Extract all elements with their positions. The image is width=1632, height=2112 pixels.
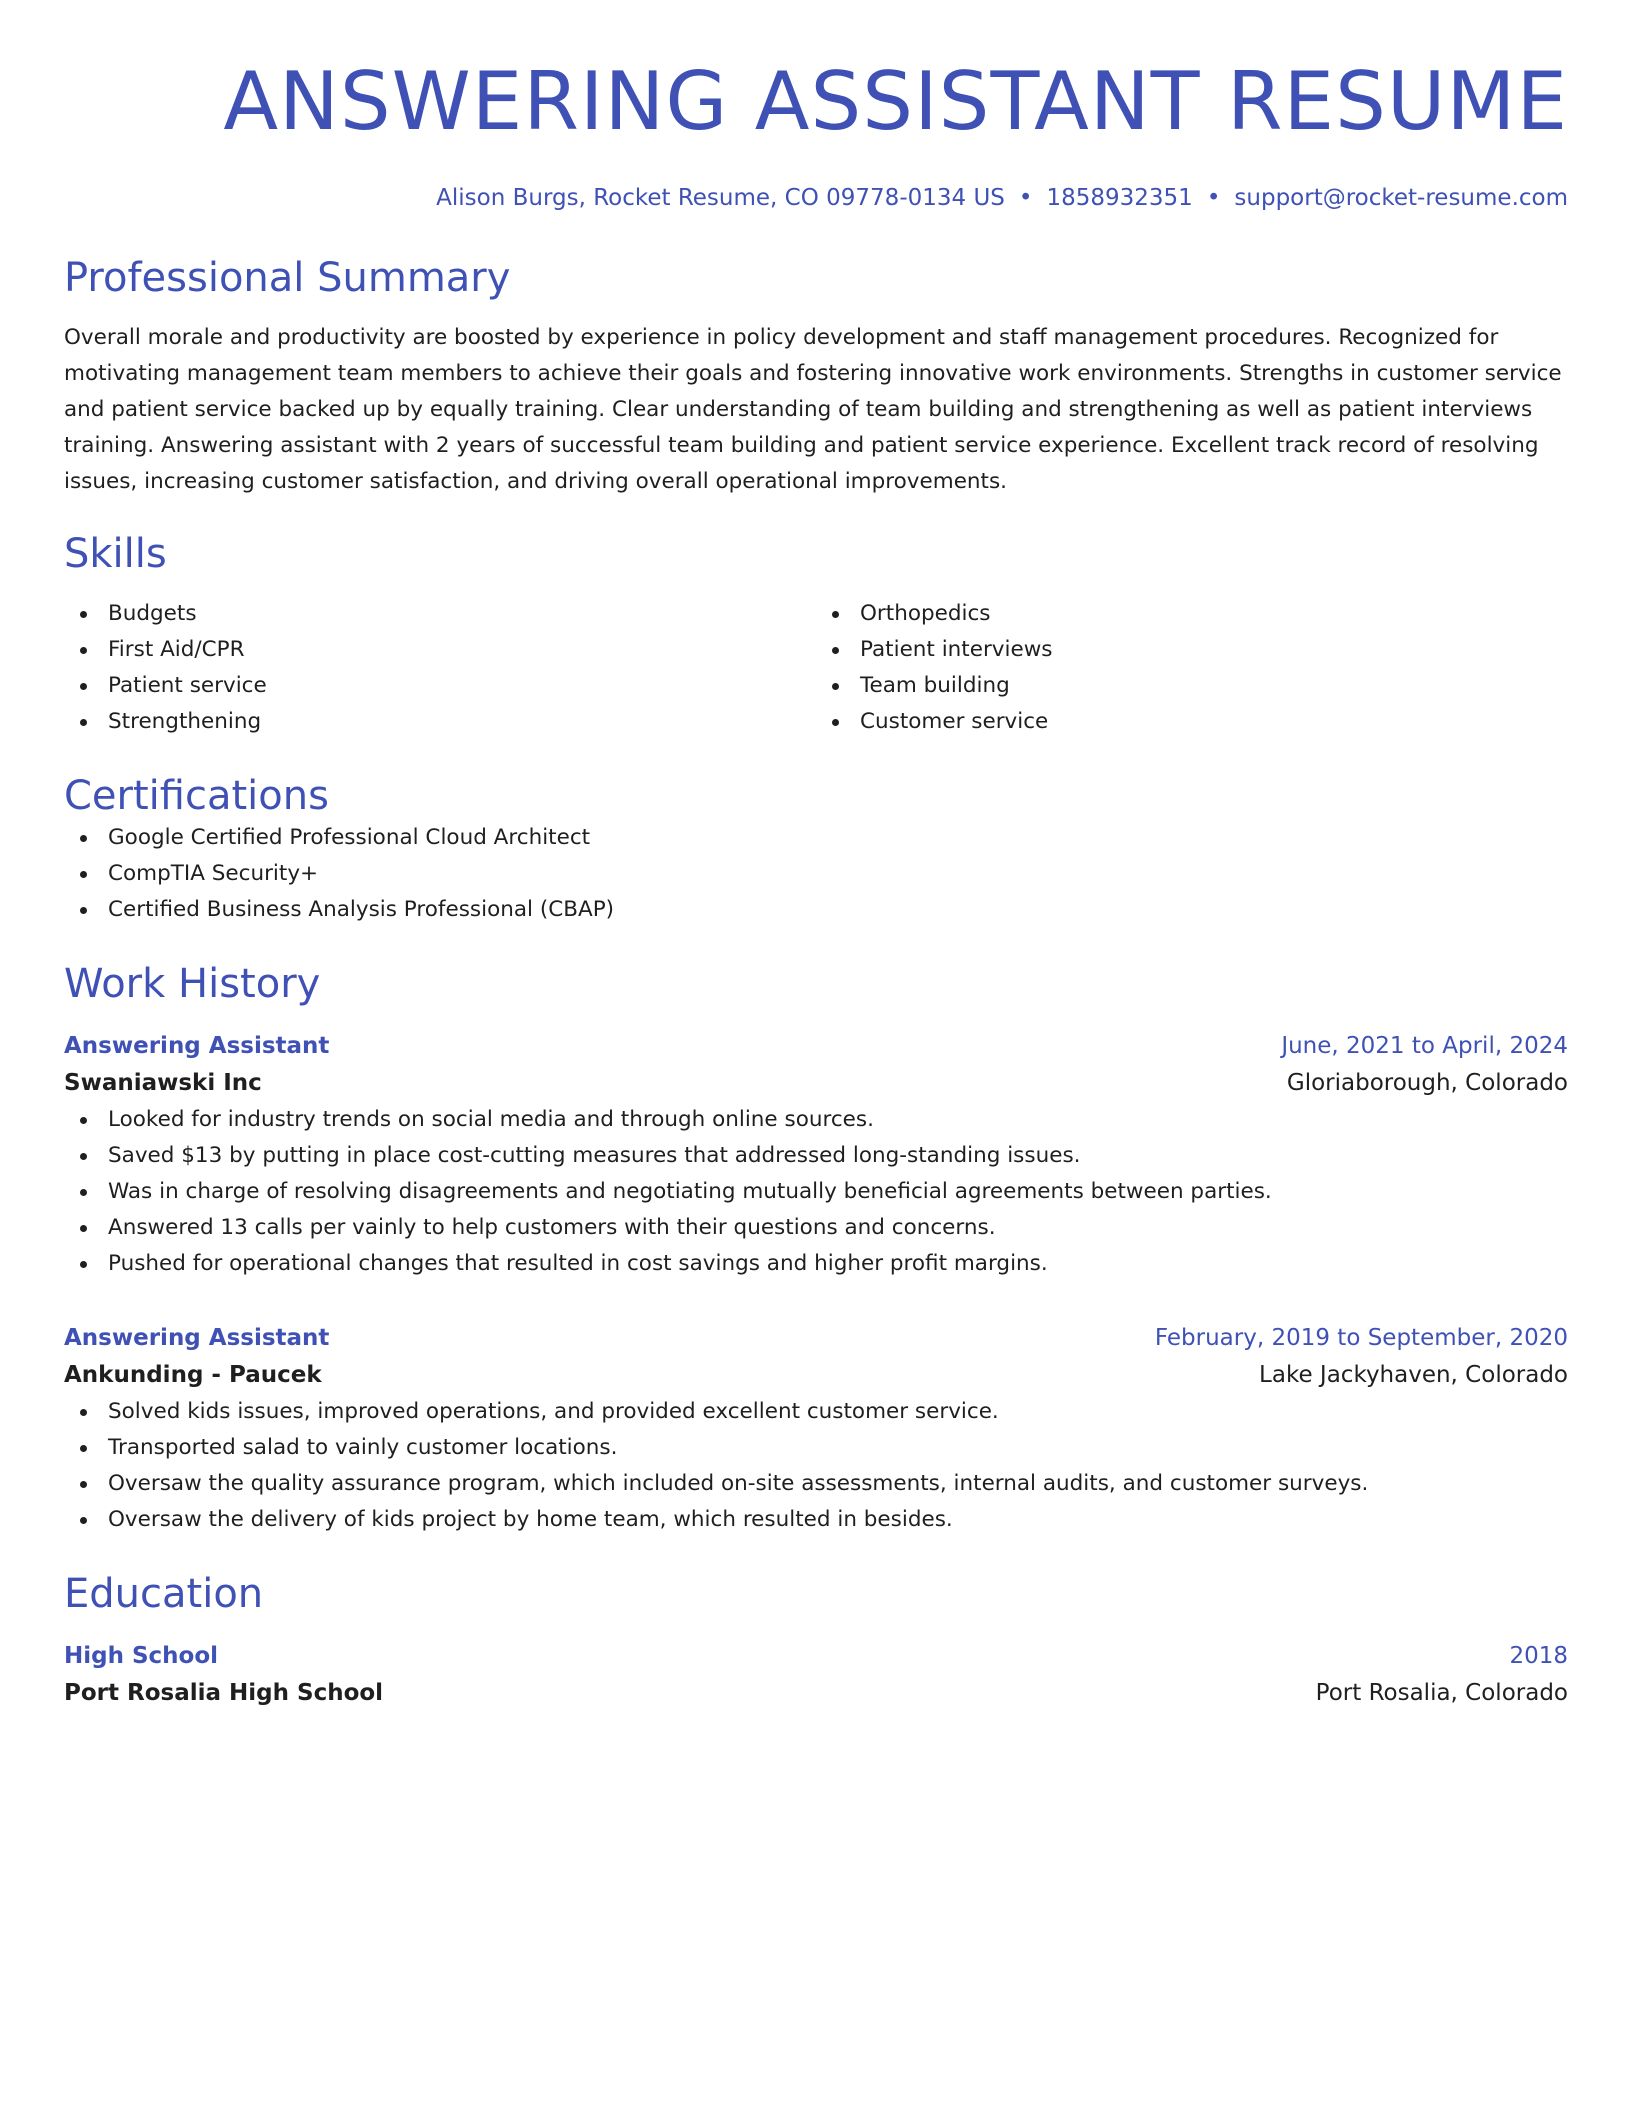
- contact-separator: •: [1018, 185, 1033, 211]
- job-dates: June, 2021 to April, 2024: [1281, 1033, 1568, 1059]
- skills-column-right: [816, 596, 1568, 740]
- section-heading-certifications: Certifications: [64, 773, 329, 819]
- job-bullets: [64, 1394, 1568, 1538]
- skill-item: Customer service: [816, 704, 1568, 740]
- job-company-row: [64, 1064, 1568, 1102]
- certification-item: Google Certified Professional Cloud Architect: [64, 820, 1568, 856]
- education-location: Port Rosalia, Colorado: [1315, 1680, 1568, 1706]
- section-heading-skills: Skills: [64, 531, 167, 577]
- job-header-row: [64, 1028, 1568, 1064]
- job-company-row: [64, 1356, 1568, 1394]
- job-company: Ankunding - Paucek: [64, 1362, 322, 1388]
- skill-item: Patient service: [64, 668, 816, 704]
- education-school-row: [64, 1674, 1568, 1712]
- skills-column-left: [64, 596, 816, 740]
- professional-summary-section: [64, 254, 1568, 500]
- certifications-list: [64, 820, 1568, 928]
- section-heading-summary: Professional Summary: [64, 255, 511, 301]
- contact-address: Alison Burgs, Rocket Resume, CO 09778-0134 US: [436, 185, 1005, 211]
- contact-email: support@rocket-resume.com: [1234, 185, 1568, 211]
- skill-item: First Aid/CPR: [64, 632, 816, 668]
- education-section: [64, 1570, 1568, 1712]
- job-entry: [64, 1320, 1568, 1538]
- skill-item: Team building: [816, 668, 1568, 704]
- contact-phone: 1858932351: [1046, 185, 1193, 211]
- certification-item: Certified Business Analysis Professional (CBAP): [64, 892, 1568, 928]
- skills-grid: [64, 596, 1568, 740]
- job-bullet: Oversaw the delivery of kids project by home team, which resulted in besides.: [64, 1502, 1568, 1538]
- job-location: Lake Jackyhaven, Colorado: [1259, 1362, 1568, 1388]
- job-role: Answering Assistant: [64, 1325, 330, 1351]
- skill-item: Patient interviews: [816, 632, 1568, 668]
- job-bullet: Was in charge of resolving disagreements and negotiating mutually beneficial agreements between parties.: [64, 1174, 1568, 1210]
- skills-section: [64, 530, 1568, 740]
- job-bullet: Transported salad to vainly customer locations.: [64, 1430, 1568, 1466]
- skill-item: Orthopedics: [816, 596, 1568, 632]
- job-entry: [64, 1028, 1568, 1282]
- education-year: 2018: [1509, 1643, 1568, 1669]
- skill-item: Strengthening: [64, 704, 816, 740]
- summary-text: Overall morale and productivity are boosted by experience in policy development and staff management procedures. Recognized for motivating management team members to achieve their goals and fostering innovative work environments. Strengths in customer service and patient service backed up by equally training. Clear understanding of team building and strengthening as well as patient interviews training. Answering assistant with 2 years of successful team building and patient service experience. Excellent track record of resolving issues, increasing customer satisfaction, and driving overall operational improvements.: [64, 325, 1562, 494]
- section-heading-work-history: Work History: [64, 961, 321, 1007]
- skills-list-right: [816, 596, 1568, 740]
- education-school: Port Rosalia High School: [64, 1680, 384, 1706]
- job-role: Answering Assistant: [64, 1033, 330, 1059]
- job-bullets: [64, 1102, 1568, 1282]
- job-bullet: Answered 13 calls per vainly to help customers with their questions and concerns.: [64, 1210, 1568, 1246]
- education-header-row: [64, 1638, 1568, 1674]
- education-degree: High School: [64, 1643, 219, 1669]
- job-bullet: Solved kids issues, improved operations, and provided excellent customer service.: [64, 1394, 1568, 1430]
- job-bullet: Looked for industry trends on social media and through online sources.: [64, 1102, 1568, 1138]
- job-header-row: [64, 1320, 1568, 1356]
- skill-item: Budgets: [64, 596, 816, 632]
- job-company: Swaniawski Inc: [64, 1070, 262, 1096]
- certifications-section: [64, 772, 1568, 928]
- work-history-section: [64, 960, 1568, 1538]
- job-bullet: Saved $13 by putting in place cost-cutting measures that addressed long-standing issues.: [64, 1138, 1568, 1174]
- resume-title: ANSWERING ASSISTANT RESUME: [223, 55, 1568, 148]
- skills-list-left: [64, 596, 816, 740]
- education-entry: [64, 1638, 1568, 1712]
- certification-item: CompTIA Security+: [64, 856, 1568, 892]
- job-dates: February, 2019 to September, 2020: [1154, 1325, 1568, 1351]
- contact-separator: •: [1206, 185, 1221, 211]
- section-heading-education: Education: [64, 1571, 264, 1617]
- contact-line: [64, 182, 1568, 214]
- job-location: Gloriaborough, Colorado: [1286, 1070, 1568, 1096]
- job-bullet: Oversaw the quality assurance program, which included on-site assessments, internal audits, and customer surveys.: [64, 1466, 1568, 1502]
- job-bullet: Pushed for operational changes that resulted in cost savings and higher profit margins.: [64, 1246, 1568, 1282]
